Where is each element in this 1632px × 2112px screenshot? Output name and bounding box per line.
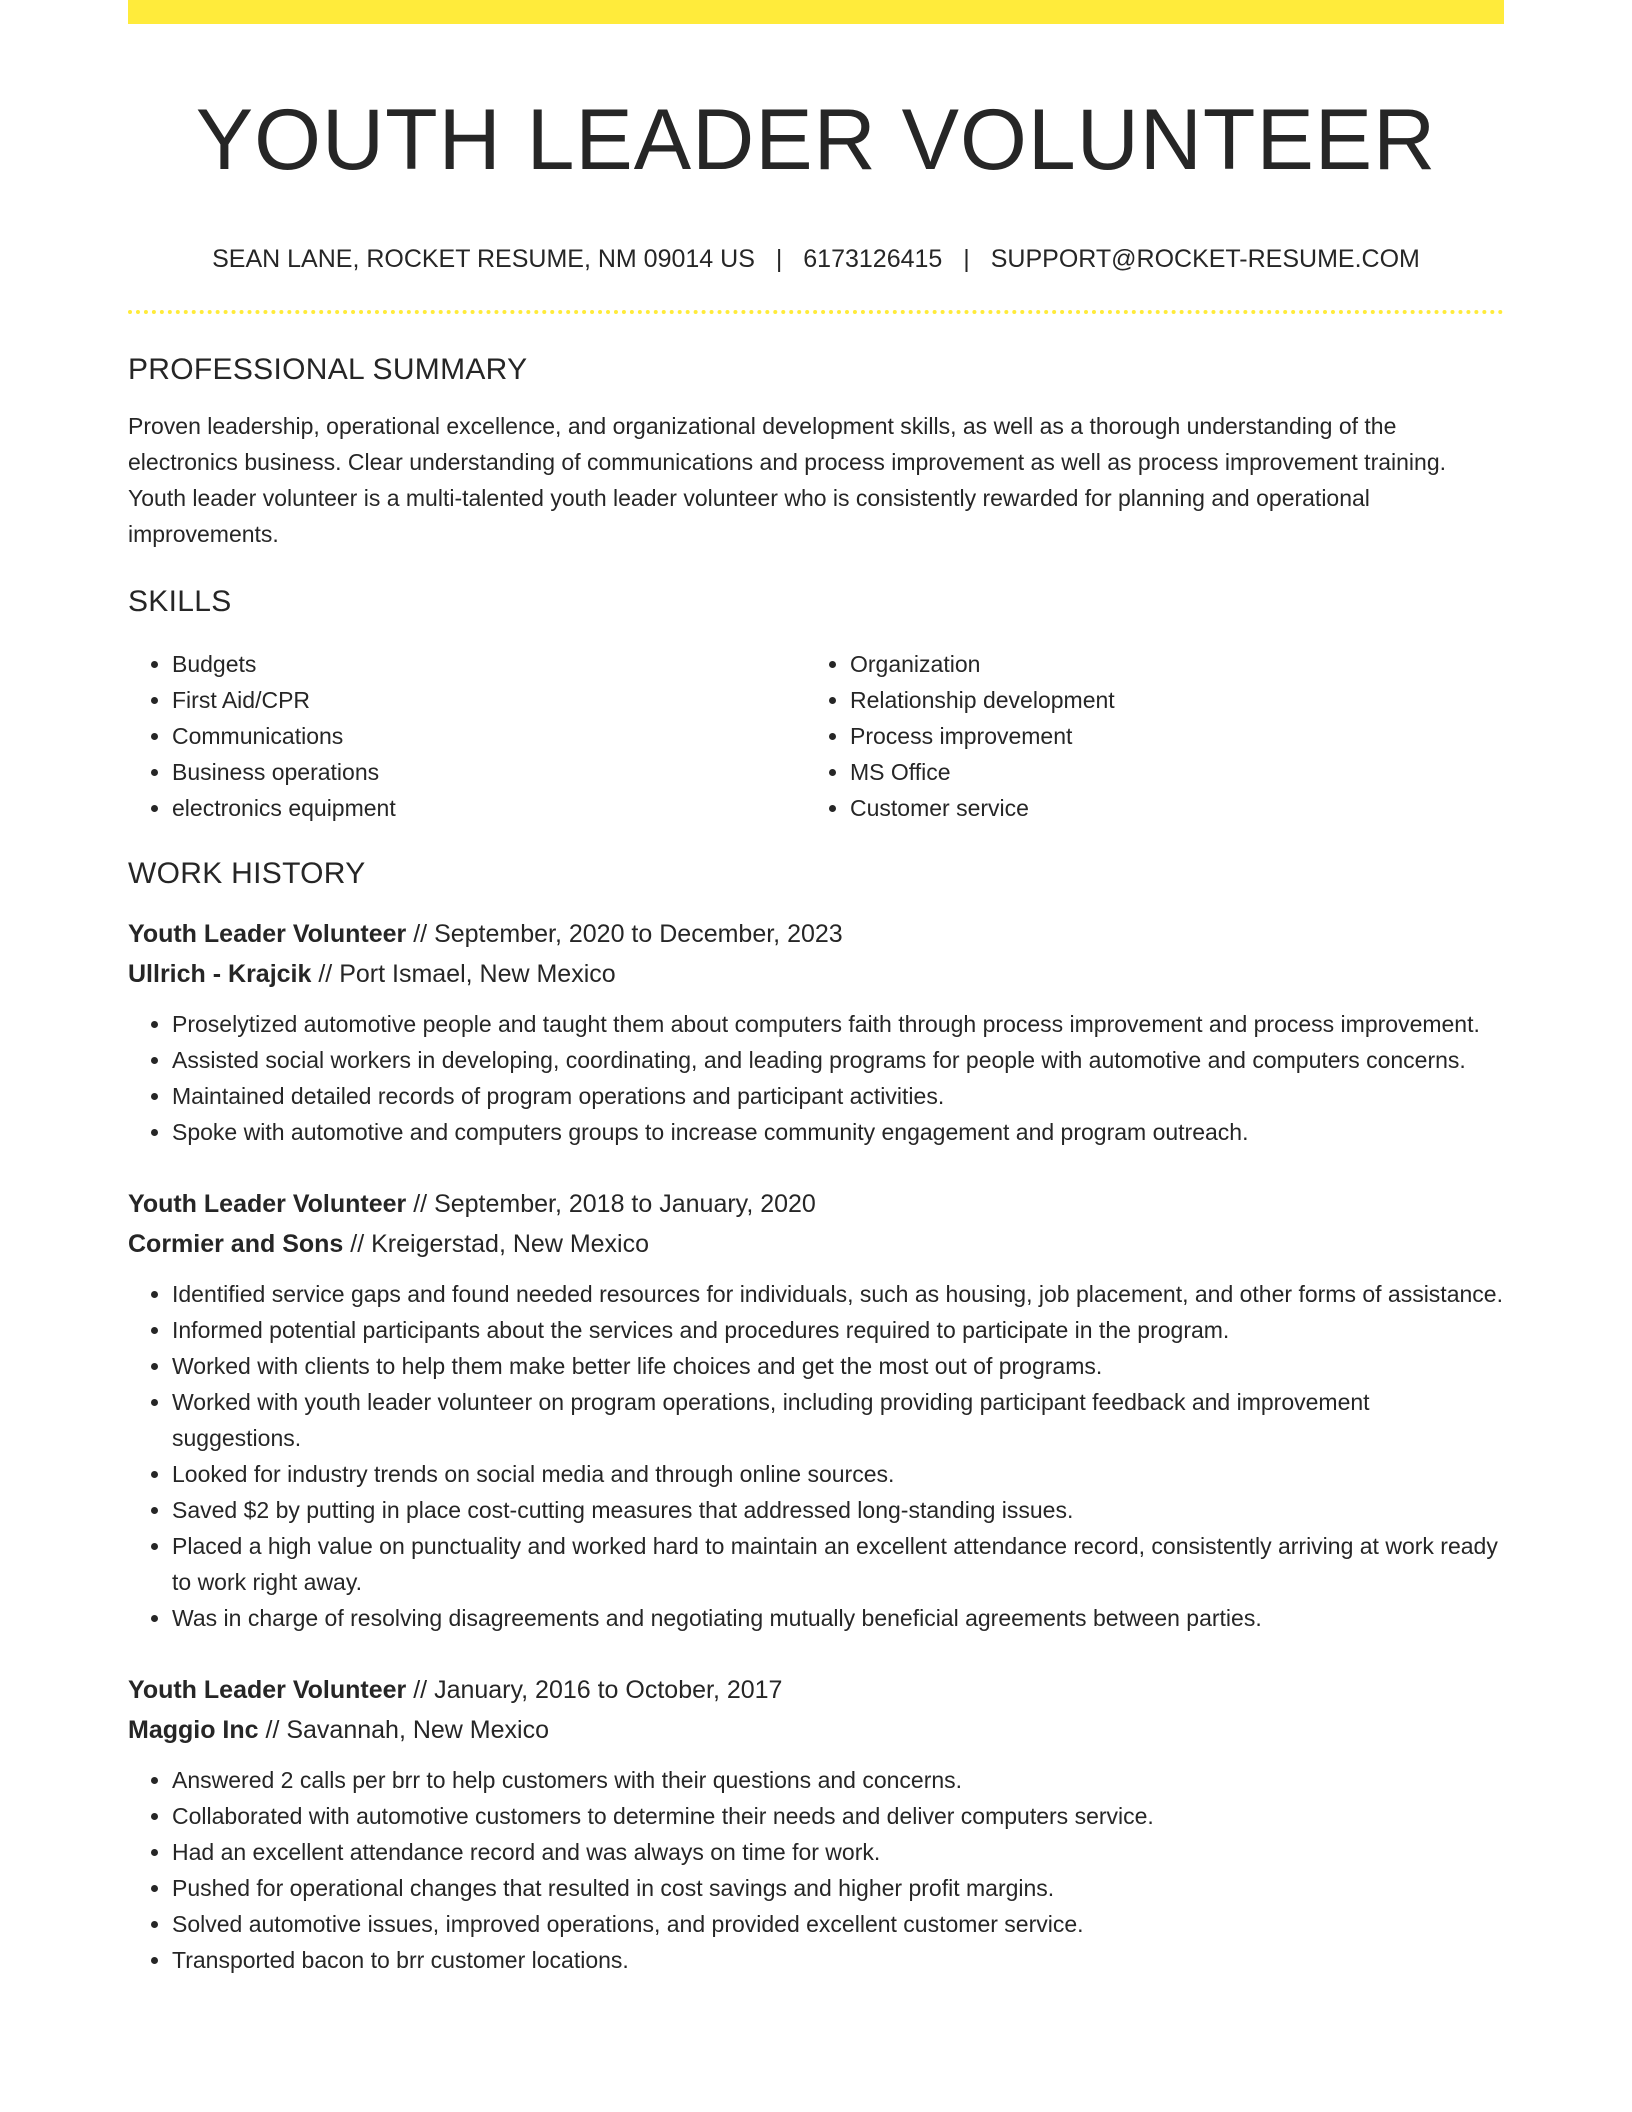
job-company-line <box>128 954 1504 994</box>
job-bullet: • Saved $2 by putting in place cost-cutting measures that addressed long-standing issues. <box>172 1492 1504 1528</box>
job-bullet: • Assisted social workers in developing, coordinating, and leading programs for people with automotive and computers concerns. <box>172 1042 1504 1078</box>
job-bullet: • Was in charge of resolving disagreements and negotiating mutually beneficial agreements between parties. <box>172 1600 1504 1636</box>
contact-email: SUPPORT@ROCKET-RESUME.COM <box>990 245 1420 273</box>
job-title-line <box>128 1670 1504 1710</box>
skill-item: • Customer service <box>850 790 1484 826</box>
job-title: Youth Leader Volunteer <box>128 920 407 948</box>
job-title-line <box>128 1184 1504 1224</box>
job-dates: // January, 2016 to October, 2017 <box>413 1676 783 1704</box>
skills-grid <box>128 646 1504 826</box>
job-bullet: • Pushed for operational changes that resulted in cost savings and higher profit margins. <box>172 1870 1504 1906</box>
job-title: Youth Leader Volunteer <box>128 1676 407 1704</box>
job-entry <box>128 914 1504 1150</box>
skill-item: • Communications <box>172 718 806 754</box>
skill-item: • Business operations <box>172 754 806 790</box>
job-title-line <box>128 914 1504 954</box>
skill-item: • Process improvement <box>850 718 1484 754</box>
resume-page <box>128 0 1504 1978</box>
job-company-line <box>128 1710 1504 1750</box>
job-bullet: • Proselytized automotive people and taught them about computers faith through process improvement and process improvement. <box>172 1006 1504 1042</box>
job-bullet: • Spoke with automotive and computers groups to increase community engagement and program outreach. <box>172 1114 1504 1150</box>
contact-separator: | <box>963 245 970 273</box>
job-bullets <box>128 1276 1504 1636</box>
job-location: // Kreigerstad, New Mexico <box>350 1230 649 1258</box>
accent-top-bar <box>128 0 1504 24</box>
skill-item: • Relationship development <box>850 682 1484 718</box>
job-entry <box>128 1184 1504 1636</box>
job-bullets <box>128 1006 1504 1150</box>
contact-phone: 6173126415 <box>803 245 943 273</box>
job-company: Cormier and Sons <box>128 1230 344 1258</box>
summary-heading: PROFESSIONAL SUMMARY <box>128 353 528 386</box>
skills-list-left <box>128 646 806 826</box>
job-dates: // September, 2018 to January, 2020 <box>413 1190 816 1218</box>
job-bullet: • Maintained detailed records of program operations and participant activities. <box>172 1078 1504 1114</box>
skill-item: • MS Office <box>850 754 1484 790</box>
contact-address: SEAN LANE, ROCKET RESUME, NM 09014 US <box>212 245 755 273</box>
job-location: // Port Ismael, New Mexico <box>318 960 616 988</box>
job-bullet: • Worked with clients to help them make better life choices and get the most out of programs. <box>172 1348 1504 1384</box>
job-company-line <box>128 1224 1504 1264</box>
job-bullet: • Had an excellent attendance record and was always on time for work. <box>172 1834 1504 1870</box>
skills-heading: SKILLS <box>128 585 232 618</box>
job-bullet: • Placed a high value on punctuality and worked hard to maintain an excellent attendance record, consistently arriving at work ready to work right away. <box>172 1528 1504 1600</box>
job-bullet: • Informed potential participants about the services and procedures required to participate in the program. <box>172 1312 1504 1348</box>
summary-text: Proven leadership, operational excellence, and organizational development skills, as well as a thorough understanding of the electronics business. Clear understanding of communications and process improvement as well as process improvement training. Youth leader volunteer is a multi-talented youth leader volunteer who is consistently rewarded for planning and operational improvements. <box>128 413 1447 547</box>
contact-separator: | <box>775 245 783 273</box>
skill-item: • Organization <box>850 646 1484 682</box>
job-title: Youth Leader Volunteer <box>128 1190 407 1218</box>
dotted-divider <box>128 310 1504 314</box>
job-bullet: • Solved automotive issues, improved operations, and provided excellent customer service. <box>172 1906 1504 1942</box>
skills-list-right <box>806 646 1484 826</box>
job-bullet: • Worked with youth leader volunteer on program operations, including providing participant feedback and improvement suggestions. <box>172 1384 1504 1456</box>
job-dates: // September, 2020 to December, 2023 <box>413 920 843 948</box>
job-entry <box>128 1670 1504 1978</box>
contact-line <box>128 244 1504 274</box>
job-bullets <box>128 1762 1504 1978</box>
skill-item: • Budgets <box>172 646 806 682</box>
job-bullet: • Transported bacon to brr customer locations. <box>172 1942 1504 1978</box>
skill-item: • electronics equipment <box>172 790 806 826</box>
work-history-heading: WORK HISTORY <box>128 857 366 890</box>
skill-item: • First Aid/CPR <box>172 682 806 718</box>
job-bullet: • Identified service gaps and found needed resources for individuals, such as housing, job placement, and other forms of assistance. <box>172 1276 1504 1312</box>
job-company: Ullrich - Krajcik <box>128 960 312 988</box>
job-bullet: • Collaborated with automotive customers to determine their needs and deliver computers service. <box>172 1798 1504 1834</box>
job-location: // Savannah, New Mexico <box>265 1716 549 1744</box>
job-bullet: • Looked for industry trends on social media and through online sources. <box>172 1456 1504 1492</box>
job-company: Maggio Inc <box>128 1716 259 1744</box>
resume-title: YOUTH LEADER VOLUNTEER <box>195 92 1437 188</box>
job-bullet: • Answered 2 calls per brr to help customers with their questions and concerns. <box>172 1762 1504 1798</box>
